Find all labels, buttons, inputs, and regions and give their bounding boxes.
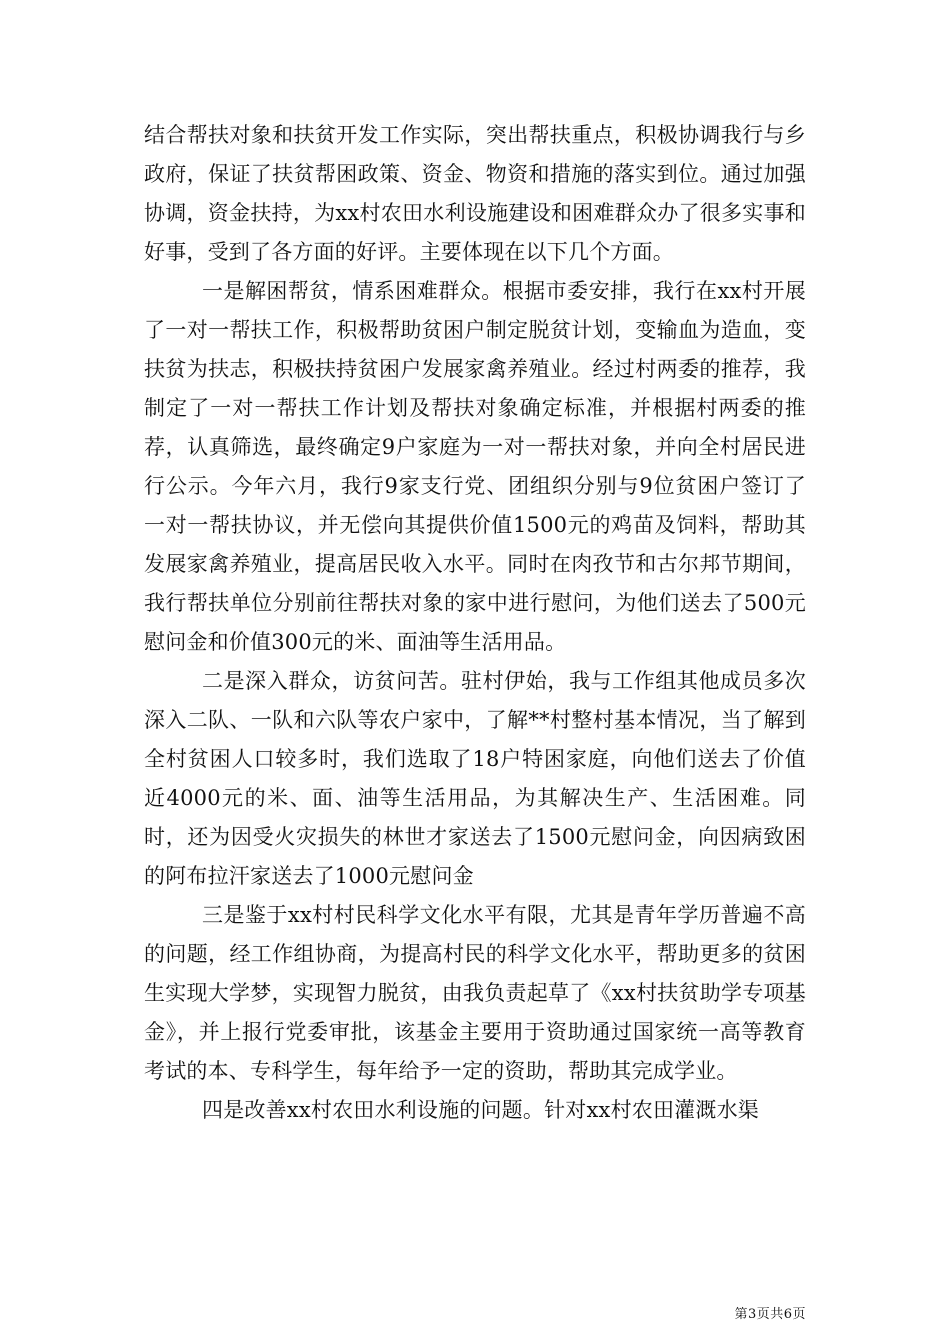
paragraph-point-two: 二是深入群众，访贫问苦。驻村伊始，我与工作组其他成员多次深入二队、一队和六队等农户家中，了解**村整村基本情况，当了解到全村贫困人口较多时，我们选取了18户特困家庭，向他们送去了价值近4000元的米、面、油等生活用品，为其解决生产、生活困难。同时，还为因受火灾损失的林世才家送去了1500元慰问金，向因病致困的阿布拉汗家送去了1000元慰问金 xyxy=(144,669,806,888)
paragraph-intro: 结合帮扶对象和扶贫开发工作实际，突出帮扶重点，积极协调我行与乡政府，保证了扶贫帮困政策、资金、物资和措施的落实到位。通过加强协调，资金扶持，为xx村农田水利设施建设和困难群众办了很多实事和好事，受到了各方面的好评。主要体现在以下几个方面。 xyxy=(144,123,806,264)
document-body xyxy=(144,116,806,1130)
paragraph-point-four: 四是改善xx村农田水利设施的问题。针对xx村农田灌溉水渠 xyxy=(202,1098,759,1122)
page-number: 第3页共6页 xyxy=(734,1307,806,1322)
paragraph-point-three: 三是鉴于xx村村民科学文化水平有限，尤其是青年学历普遍不高的问题，经工作组协商，为提高村民的科学文化水平，帮助更多的贫困生实现大学梦，实现智力脱贫，由我负责起草了《xx村扶贫助学专项基金》，并上报行党委审批，该基金主要用于资助通过国家统一高等教育考试的本、专科学生，每年给予一定的资助，帮助其完成学业。 xyxy=(144,903,806,1083)
paragraph-point-one: 一是解困帮贫，情系困难群众。根据市委安排，我行在xx村开展了一对一帮扶工作，积极帮助贫困户制定脱贫计划，变输血为造血，变扶贫为扶志，积极扶持贫困户发展家禽养殖业。经过村两委的推荐，我制定了一对一帮扶工作计划及帮扶对象确定标准，并根据村两委的推荐，认真筛选，最终确定9户家庭为一对一帮扶对象，并向全村居民进行公示。今年六月，我行9家支行党、团组织分别与9位贫困户签订了一对一帮扶协议，并无偿向其提供价值1500元的鸡苗及饲料，帮助其发展家禽养殖业，提高居民收入水平。同时在肉孜节和古尔邦节期间，我行帮扶单位分别前往帮扶对象的家中进行慰问，为他们送去了500元慰问金和价值300元的米、面油等生活用品。 xyxy=(144,279,806,654)
